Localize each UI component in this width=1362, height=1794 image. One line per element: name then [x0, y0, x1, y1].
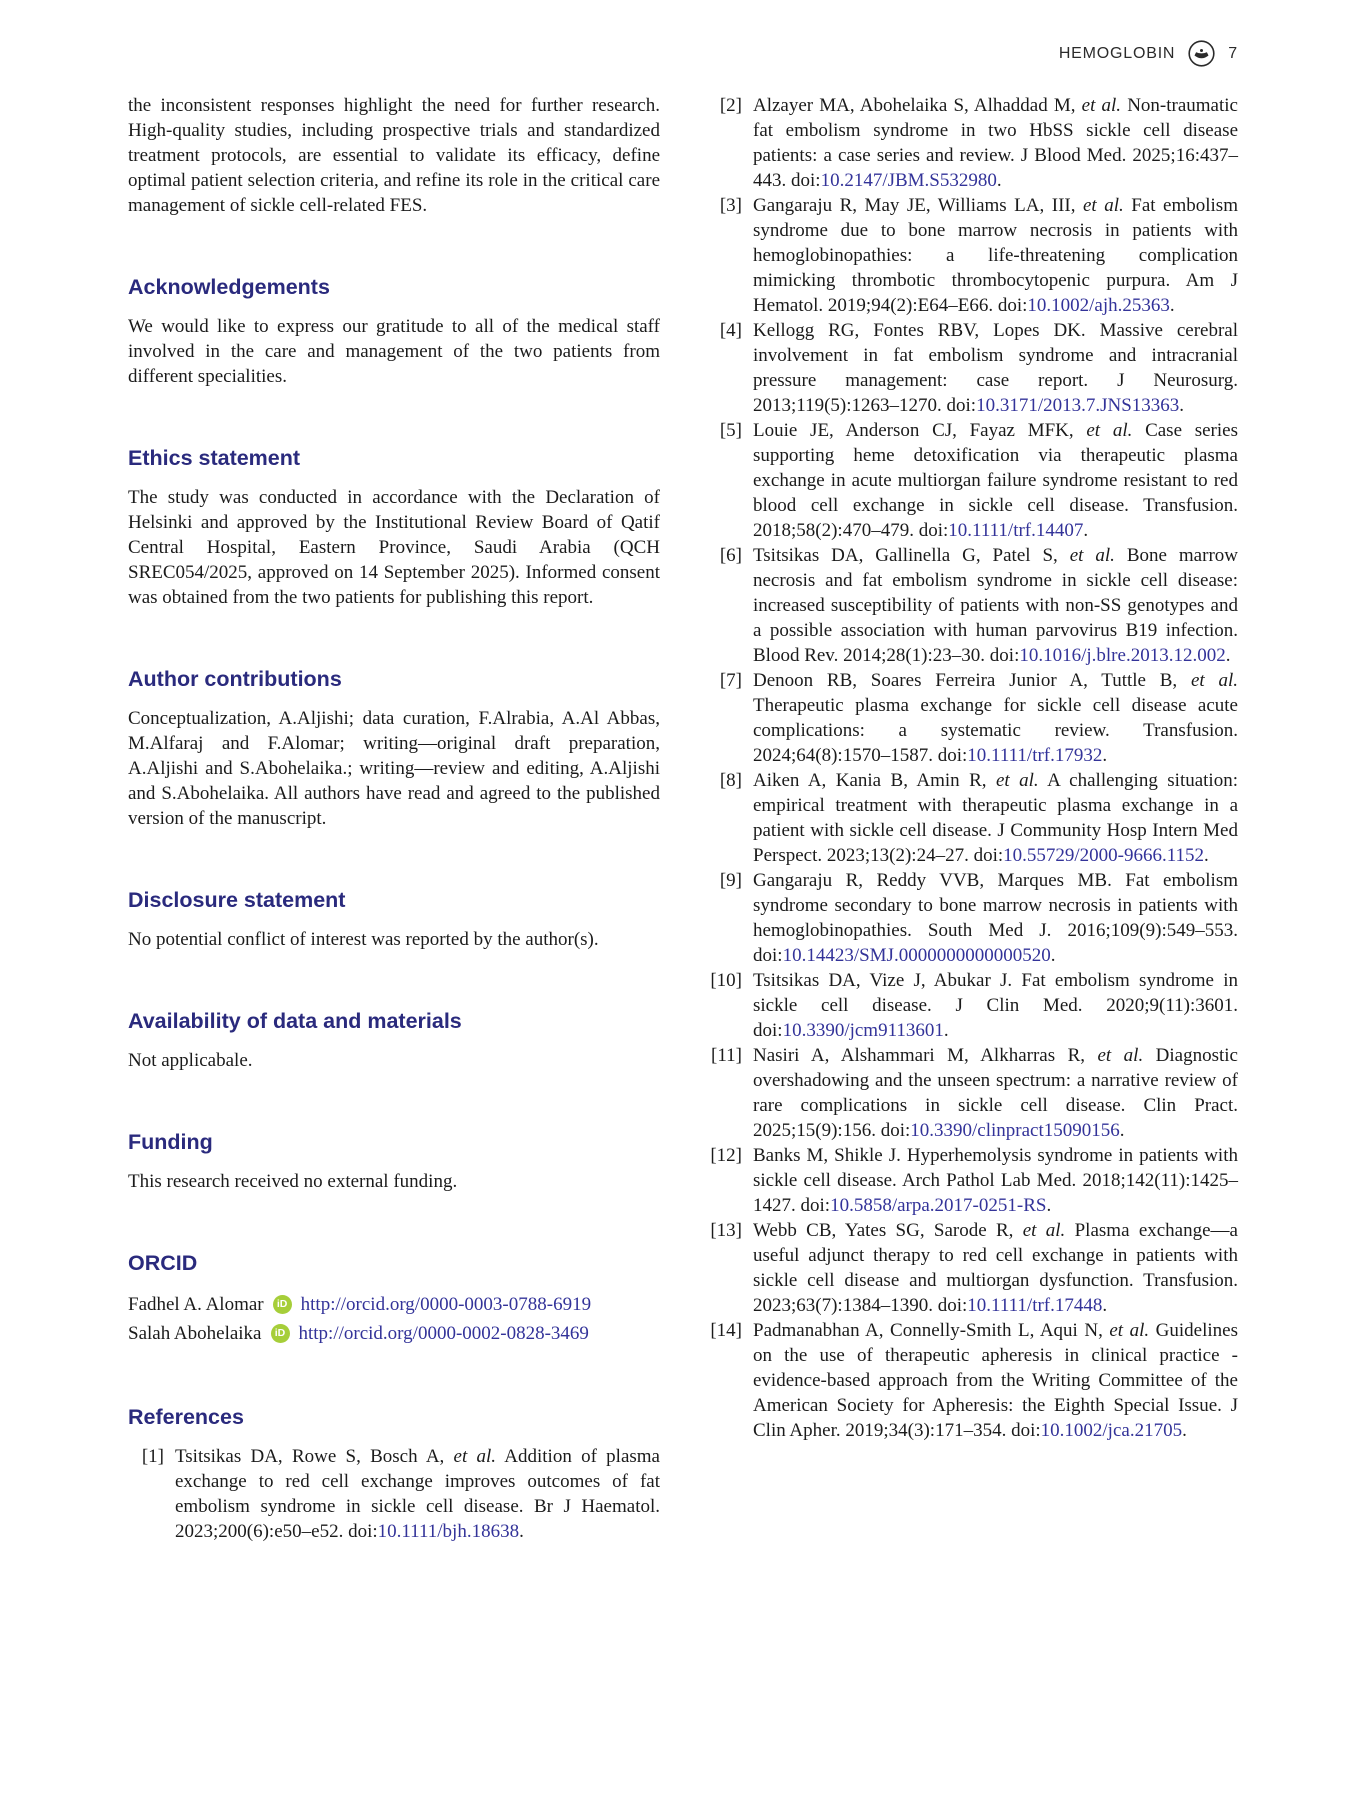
reference-text: Tsitsikas DA, Vize J, Abukar J. Fat embolism syndrome in sickle cell disease. J Clin Med. 2020;9(11):3601. doi:10.3390/jcm9113601.	[753, 970, 1238, 1041]
et-al-italic: et al.	[1069, 545, 1115, 566]
reference-number: [9]	[719, 870, 742, 891]
reference-item	[706, 193, 1238, 318]
orcid-entry	[128, 1290, 660, 1319]
reference-item	[706, 968, 1238, 1043]
reference-number: [6]	[719, 545, 742, 566]
reference-text: Gangaraju R, Reddy VVB, Marques MB. Fat embolism syndrome secondary to bone marrow necrosis in patients with hemoglobinopathies. South Med J. 2016;109(9):549–553. doi:10.14423/SMJ.0000000000000520.	[753, 870, 1238, 966]
orcid-link[interactable]: http://orcid.org/0000-0002-0828-3469	[298, 1323, 589, 1344]
publisher-circle-logo-icon	[1188, 40, 1215, 67]
reference-list-left	[128, 1444, 660, 1544]
heading-availability: Availability of data and materials	[128, 1009, 462, 1033]
reference-item	[128, 1444, 660, 1544]
reference-item	[706, 1043, 1238, 1143]
reference-text: Padmanabhan A, Connelly-Smith L, Aqui N, et al. Guidelines on the use of therapeutic apheresis in clinical practice - evidence-based approach from the Writing Committee of the American Society for Apheresis: the Eighth Special Issue. J Clin Apher. 2019;34(3):171–354. doi:10.1002/jca.21705.	[753, 1320, 1238, 1441]
reference-item	[706, 768, 1238, 868]
doi-link[interactable]: 10.3171/2013.7.JNS13363	[976, 395, 1180, 416]
reference-number: [11]	[711, 1045, 742, 1066]
et-al-italic: et al.	[1086, 420, 1133, 441]
intro-paragraph: the inconsistent responses highlight the need for further research. High-quality studies, including prospective trials and standardized treatment protocols, are essential to validate its efficacy, define optimal patient selection criteria, and refine its role in the critical care management of sickle cell-related FES.	[128, 95, 660, 216]
right-column	[706, 93, 1238, 1443]
reference-number: [12]	[710, 1145, 742, 1166]
disclosure-statement-text: No potential conflict of interest was reported by the author(s).	[128, 929, 599, 950]
doi-link[interactable]: 10.14423/SMJ.0000000000000520	[782, 945, 1051, 966]
reference-item	[706, 418, 1238, 543]
heading-orcid: ORCID	[128, 1251, 198, 1275]
doi-link[interactable]: 10.1111/trf.14407	[948, 520, 1084, 541]
reference-text: Tsitsikas DA, Gallinella G, Patel S, et al. Bone marrow necrosis and fat embolism syndrome in sickle cell disease: increased susceptibility of patients with non-SS genotypes and a possible association with human parvovirus B19 infection. Blood Rev. 2014;28(1):23–30. doi:10.1016/j.blre.2013.12.002.	[753, 545, 1238, 666]
heading-references: References	[128, 1405, 244, 1429]
reference-item	[706, 1143, 1238, 1218]
reference-text: Banks M, Shikle J. Hyperhemolysis syndrome in patients with sickle cell disease. Arch Pathol Lab Med. 2018;142(11):1425–1427. doi:10.5858/arpa.2017-0251-RS.	[753, 1145, 1238, 1216]
left-column	[128, 93, 660, 1544]
et-al-italic: et al.	[995, 770, 1039, 791]
heading-disclosure-statement: Disclosure statement	[128, 888, 346, 912]
reference-text: Webb CB, Yates SG, Sarode R, et al. Plasma exchange—a useful adjunct therapy to red cell exchange in patients with sickle cell disease and multiorgan dysfunction. Transfusion. 2023;63(7):1384–1390. doi:10.1111/trf.17448.	[753, 1220, 1238, 1316]
doi-link[interactable]: 10.1111/bjh.18638	[377, 1521, 520, 1542]
doi-link[interactable]: 10.5858/arpa.2017-0251-RS	[830, 1195, 1047, 1216]
reference-number: [1]	[141, 1446, 164, 1467]
doi-link[interactable]: 10.1002/ajh.25363	[1027, 295, 1170, 316]
doi-link[interactable]: 10.3390/jcm9113601	[782, 1020, 944, 1041]
doi-link[interactable]: 10.2147/JBM.S532980	[820, 170, 997, 191]
orcid-id-icon: iD	[273, 1295, 292, 1314]
doi-link[interactable]: 10.1002/jca.21705	[1040, 1420, 1183, 1441]
reference-number: [14]	[710, 1320, 742, 1341]
doi-link[interactable]: 10.1111/trf.17448	[967, 1295, 1103, 1316]
reference-number: [8]	[719, 770, 742, 791]
doi-link[interactable]: 10.55729/2000-9666.1152	[1003, 845, 1205, 866]
availability-text: Not applicabale.	[128, 1050, 253, 1071]
heading-author-contributions: Author contributions	[128, 667, 342, 691]
journal-title: HEMOGLOBIN	[1058, 44, 1176, 62]
reference-item	[706, 543, 1238, 668]
author-contributions-text: Conceptualization, A.Aljishi; data curation, F.Alrabia, A.Al Abbas, M.Alfaraj and F.Alomar; writing—original draft preparation, A.Aljishi and S.Abohelaika.; writing—review and editing, A.Aljishi and S.Abohelaika. All authors have read and agreed to the published version of the manuscript.	[128, 708, 660, 829]
reference-item	[706, 868, 1238, 968]
reference-number: [10]	[710, 970, 742, 991]
reference-text: Alzayer MA, Abohelaika S, Alhaddad M, et al. Non-traumatic fat embolism syndrome in two HbSS sickle cell disease patients: a case series and review. J Blood Med. 2025;16:437–443. doi:10.2147/JBM.S532980.	[753, 95, 1238, 191]
reference-text: Denoon RB, Soares Ferreira Junior A, Tuttle B, et al. Therapeutic plasma exchange for sickle cell disease acute complications: a systematic review. Transfusion. 2024;64(8):1570–1587. doi:10.1111/trf.17932.	[753, 670, 1238, 766]
reference-text: Kellogg RG, Fontes RBV, Lopes DK. Massive cerebral involvement in fat embolism syndrome and intracranial pressure management: case report. J Neurosurg. 2013;119(5):1263–1270. doi:10.3171/2013.7.JNS13363.	[753, 320, 1238, 416]
doi-link[interactable]: 10.3390/clinpract15090156	[910, 1120, 1120, 1141]
reference-number: [13]	[710, 1220, 742, 1241]
heading-ethics-statement: Ethics statement	[128, 446, 301, 470]
et-al-italic: et al.	[1081, 95, 1122, 116]
acknowledgements-text: We would like to express our gratitude to all of the medical staff involved in the care and management of the two patients from different specialities.	[128, 316, 660, 387]
page-header	[0, 0, 1362, 67]
reference-number: [5]	[719, 420, 742, 441]
orcid-list	[128, 1290, 660, 1348]
reference-item	[706, 93, 1238, 193]
reference-text: Gangaraju R, May JE, Williams LA, III, et al. Fat embolism syndrome due to bone marrow necrosis in patients with hemoglobinopathies: a life-threatening complication mimicking thrombotic thrombocytopenic purpura. Am J Hematol. 2019;94(2):E64–E66. doi:10.1002/ajh.25363.	[753, 195, 1238, 316]
orcid-entry	[128, 1319, 660, 1348]
orcid-author-name: Fadhel A. Alomar	[128, 1294, 264, 1315]
two-column-layout	[0, 67, 1362, 1544]
reference-text: Nasiri A, Alshammari M, Alkharras R, et al. Diagnostic overshadowing and the unseen spectrum: a narrative review of rare complications in sickle cell disease. Clin Pract. 2025;15(9):156. doi:10.3390/clinpract15090156.	[753, 1045, 1238, 1141]
reference-text: Tsitsikas DA, Rowe S, Bosch A, et al. Addition of plasma exchange to red cell exchange improves outcomes of fat embolism syndrome in sickle cell disease. Br J Haematol. 2023;200(6):e50–e52. doi:10.1111/bjh.18638.	[175, 1446, 660, 1542]
et-al-italic: et al.	[1109, 1320, 1150, 1341]
et-al-italic: et al.	[453, 1446, 497, 1467]
reference-number: [4]	[719, 320, 742, 341]
reference-number: [2]	[719, 95, 742, 116]
ethics-statement-text: The study was conducted in accordance with the Declaration of Helsinki and approved by the Institutional Review Board of Qatif Central Hospital, Eastern Province, Saudi Arabia (QCH SREC054/2025, approved on 14 September 2025). Informed consent was obtained from the two patients for publishing this report.	[128, 487, 660, 608]
reference-item	[706, 1218, 1238, 1318]
et-al-italic: et al.	[1190, 670, 1238, 691]
et-al-italic: et al.	[1083, 195, 1124, 216]
heading-acknowledgements: Acknowledgements	[128, 275, 330, 299]
reference-number: [3]	[719, 195, 742, 216]
orcid-link[interactable]: http://orcid.org/0000-0003-0788-6919	[300, 1294, 592, 1315]
et-al-italic: et al.	[1022, 1220, 1066, 1241]
reference-text: Aiken A, Kania B, Amin R, et al. A challenging situation: empirical treatment with therapeutic plasma exchange in a patient with sickle cell disease. J Community Hosp Intern Med Perspect. 2023;13(2):24–27. doi:10.55729/2000-9666.1152.	[753, 770, 1238, 866]
et-al-italic: et al.	[1097, 1045, 1144, 1066]
orcid-id-icon: iD	[271, 1324, 290, 1343]
funding-text: This research received no external funding.	[128, 1171, 458, 1192]
page-number: 7	[1228, 44, 1238, 62]
reference-item	[706, 1318, 1238, 1443]
reference-text: Louie JE, Anderson CJ, Fayaz MFK, et al. Case series supporting heme detoxification via therapeutic plasma exchange in acute multiorgan failure syndrome resistant to red blood cell exchange in sickle cell disease. Transfusion. 2018;58(2):470–479. doi:10.1111/trf.14407.	[753, 420, 1238, 541]
reference-item	[706, 318, 1238, 418]
reference-item	[706, 668, 1238, 768]
reference-list-right	[706, 93, 1238, 1443]
orcid-author-name: Salah Abohelaika	[128, 1323, 262, 1344]
doi-link[interactable]: 10.1016/j.blre.2013.12.002	[1019, 645, 1226, 666]
reference-number: [7]	[719, 670, 742, 691]
heading-funding: Funding	[128, 1130, 213, 1154]
doi-link[interactable]: 10.1111/trf.17932	[967, 745, 1103, 766]
